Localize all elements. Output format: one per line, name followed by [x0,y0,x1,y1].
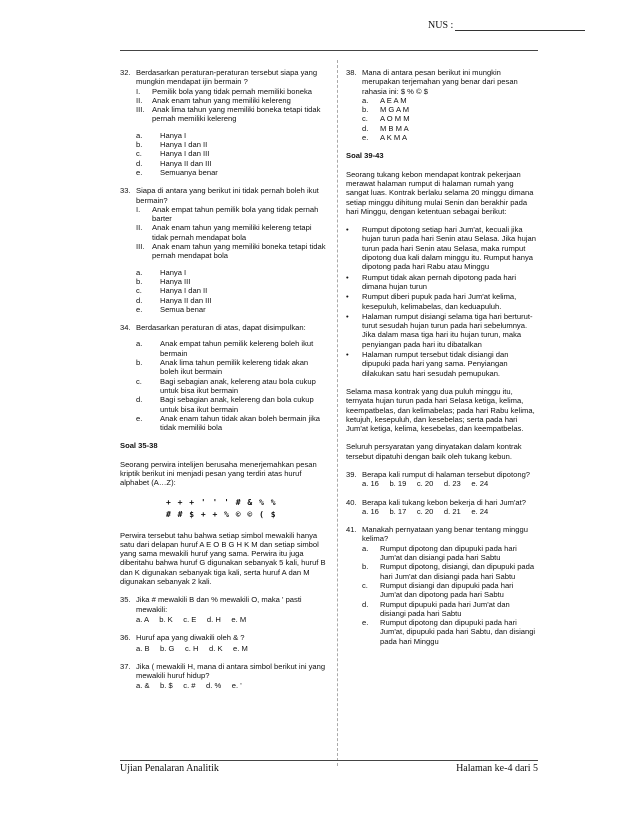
answer-option: a. A E A M [362,95,407,105]
answer-option: a. Anak empat tahun pemilik kelereng boleh ikut bermain [136,339,314,358]
answer-options-inline: a. 16 b. 17 c. 20 d. 21 e. 24 [362,506,489,516]
answer-option: e. Rumput dipotong dan dipupuki pada hari Jum'at, dipupuki pada hari Sabtu, dan disiangi pada hari Minggu [362,618,536,646]
rule-item: • Halaman rumput tersebut tidak disiangi dan dipupuki pada hari yang sama. Penyiangan dilakukan satu hari sesudah pemupukan. [346,350,509,378]
statement-item: III. Anak enam tahun yang memiliki boneka tetapi tidak pernah mendapat bola [136,242,326,261]
answer-options [136,131,326,177]
nus-field [428,20,585,31]
question-number: 40. [346,497,357,507]
column-divider [337,60,338,766]
section-heading: Soal 35-38 [120,441,158,451]
question-text: Mana di antara pesan berikut ini mungkin merupakan terjemahan yang benar dari pesan rahasia ini: $ % © $ [362,68,518,96]
question-number: 38. [346,68,357,77]
question-text: Berdasarkan peraturan-peraturan tersebut siapa yang mungkin mendapat ijin bermain ? [136,68,318,87]
rule-item: • Rumput dipotong setiap hari Jum'at, kecuali jika hujan turun pada hari Senin atau Selasa. Jika hujan turun pada hari Senin atau Selasa, maka rumput dipotong dua kali dalam minggu itu. Rumput hanya dipotong pada hari Rabu atau Minggu [346,225,536,272]
answer-option: b. M G A M [362,105,410,115]
cipher-line-1: + + + ' ' ' # & % % [166,497,277,507]
question-text: Manakah pernyataan yang benar tentang minggu kelima? [362,525,528,544]
question-text: Siapa di antara yang berikut ini tidak pernah boleh ikut bermain? [136,186,319,205]
statement-item: II. Anak enam tahun yang memiliki kelereng tetapi tidak pernah mendapat bola [136,223,312,242]
answer-option: a. Rumput dipotong dan dipupuki pada hari Jum'at dan disiangi pada hari Sabtu [362,543,517,563]
answer-options-inline: a. & b. $ c. # d. % e. ' [136,681,242,691]
question-number: 37. [120,661,131,671]
context-paragraph: Seluruh persyaratan yang dinyatakan dalam kontrak tersebut dipatuhi dengan baik oleh tukang kebun. [346,442,522,461]
bullet-icon: • [346,272,349,282]
question-text: Jika # mewakili B dan % mewakili O, maka ' pasti mewakili: [136,595,302,614]
question-text: Jika ( mewakili H, mana di antara simbol berikut ini yang mewakili huruf hidup? [136,661,326,681]
answer-option: d. Hanya II dan III [136,158,212,168]
question-number: 39. [346,469,357,479]
context-paragraph: Perwira tersebut tahu bahwa setiap simbol mewakili hanya satu dari delapan huruf A E O B G H K M dan setiap simbol yang sama mewakili huruf yang sama. Perwira itu juga diberitahu bahwa huruf G digunakan sebanyak 5 kali, huruf B dan K digunakan sebanyak tiga kali, serta huruf A dan M digunakan sebanyak 2 kali. [120,530,326,587]
bullet-icon: • [346,225,349,235]
answer-option: b. Hanya III [136,276,191,286]
question-35 [120,595,326,624]
answer-options-inline: a. A b. K c. E d. H e. M [136,614,247,624]
answer-option: d. Hanya II dan III [136,295,212,305]
answer-option: a. Hanya I [136,267,187,277]
answer-option: a. Hanya I [136,130,187,140]
answer-option: d. Rumput dipupuki pada hari Jum'at dan disiangi pada hari Sabtu [362,599,510,618]
header-rule [120,50,538,51]
nus-label: NUS : [428,20,454,31]
answer-option: c. Bagi sebagian anak, kelereng atau bola cukup untuk bisa ikut bermain [136,376,316,395]
rules-list [346,225,536,378]
answer-option: c. Rumput disiangi dan dipupuki pada hari Jum'at dan dipotong pada hari Sabtu [362,580,514,600]
question-number: 35. [120,595,131,605]
bullet-icon: • [346,350,349,360]
question-text: Berdasarkan peraturan di atas, dapat disimpulkan: [136,323,306,333]
intro-paragraph: Seorang perwira intelijen berusaha menerjemahkan pesan kriptik berikut ini menjadi pesan yang terdiri atas huruf alphabet (A…Z): [120,459,317,488]
question-41 [346,525,536,646]
rule-item: • Rumput tidak akan pernah dipotong pada hari dimana hujan turun [346,272,517,291]
question-text: Berapa kali tukang kebon bekerja di hari Jum'at? [362,497,526,507]
answer-option: c. Hanya I dan III [136,149,210,159]
left-column [120,68,326,700]
question-37 [120,662,326,691]
answer-option: d. Bagi sebagian anak, kelereng dan bola cukup untuk bisa ikut bermain [136,395,314,414]
question-38 [346,68,536,142]
question-40 [346,498,536,517]
question-number: 41. [346,525,357,535]
question-text: Berapa kali rumput di halaman tersebut dipotong? [362,469,531,479]
answer-option: e. A K M A [362,133,408,143]
question-number: 36. [120,633,131,643]
statement-item: I. Anak empat tahun pemilik bola yang tidak pernah barter [136,204,319,224]
nus-blank-line [455,21,585,31]
statement-item: II. Anak enam tahun yang memiliki kelereng [136,95,291,105]
question-39 [346,470,536,489]
bullet-icon: • [346,292,349,302]
rule-item: • Rumput diberi pupuk pada hari Jum'at kelima, kesepuluh, kelimabelas, dan keduapuluh. [346,292,517,311]
answer-option: b. Rumput dipotong, disiangi, dan dipupuki pada hari Jum'at dan disiangi pada hari Sabtu [362,562,535,581]
question-number: 34. [120,323,131,333]
answer-option: d. M B M A [362,123,409,133]
statement-item: I. Pemilik bola yang tidak pernah memiliki boneka [136,86,312,96]
footer-rule [120,760,538,761]
question-number: 33. [120,186,131,196]
intro-paragraph: Seorang tukang kebon mendapat kontrak pekerjaan merawat halaman rumput di halaman rumah yang sangat luas. Kontrak berlaku selama 20 minggu dimana setiap minggu dihitung mulai Senin dan berakhir pada hari Minggu, dengan ketentuan sebagai berikut: [346,169,534,216]
question-number: 32. [120,68,131,77]
cipher-message [120,497,326,521]
answer-option: e. Semua benar [136,304,206,314]
question-32 [120,68,326,177]
page-number: Halaman ke-4 dari 5 [456,763,538,774]
answer-options [136,268,326,314]
question-text: Huruf apa yang diwakili oleh & ? [136,633,245,643]
answer-options [136,339,326,432]
bullet-icon: • [346,311,349,321]
cipher-line-2: # # $ + + % © © ( $ [166,509,277,519]
question-36 [120,633,326,653]
rule-item: • Halaman rumput disiangi selama tiga hari berturut-turut sesudah hujan turun pada hari sebelumnya. Jika dalam masa tiga hari itu hujan turun, maka penyiangan pada hari itu dibatalkan [346,311,533,349]
answer-option: e. Semuanya benar [136,167,218,177]
question-33 [120,186,326,314]
footer-title: Ujian Penalaran Analitik [120,763,219,774]
answer-options-inline: a. B b. G c. H d. K e. M [136,643,248,653]
answer-option: c. Hanya I dan II [136,286,208,296]
answer-options-inline: a. 16 b. 19 c. 20 d. 23 e. 24 [362,479,489,489]
question-34 [120,323,326,432]
answer-option: e. Anak enam tahun tidak akan boleh bermain jika tidak memiliki bola [136,413,320,433]
right-column [346,68,536,655]
context-paragraph: Selama masa kontrak yang dua puluh minggu itu, ternyata hujan turun pada hari Selasa ketiga, kelima, keempatbelas, dan kelimabelas; pada hari Rabu kelima, ketujuh, kesepuluh, dan kesebelas; serta pada hari Jum'at ketiga, kelima, kesebelas, dan keempatbelas. [346,386,535,434]
section-heading: Soal 39-43 [346,151,384,161]
answer-option: b. Anak lima tahun pemilik kelereng tidak akan boleh ikut bermain [136,358,309,377]
answer-option: c. A O M M [362,114,410,124]
statement-item: III. Anak lima tahun yang memiliki boneka tetapi tidak pernah memiliki kelereng [136,105,321,124]
answer-option: b. Hanya I dan II [136,140,208,150]
